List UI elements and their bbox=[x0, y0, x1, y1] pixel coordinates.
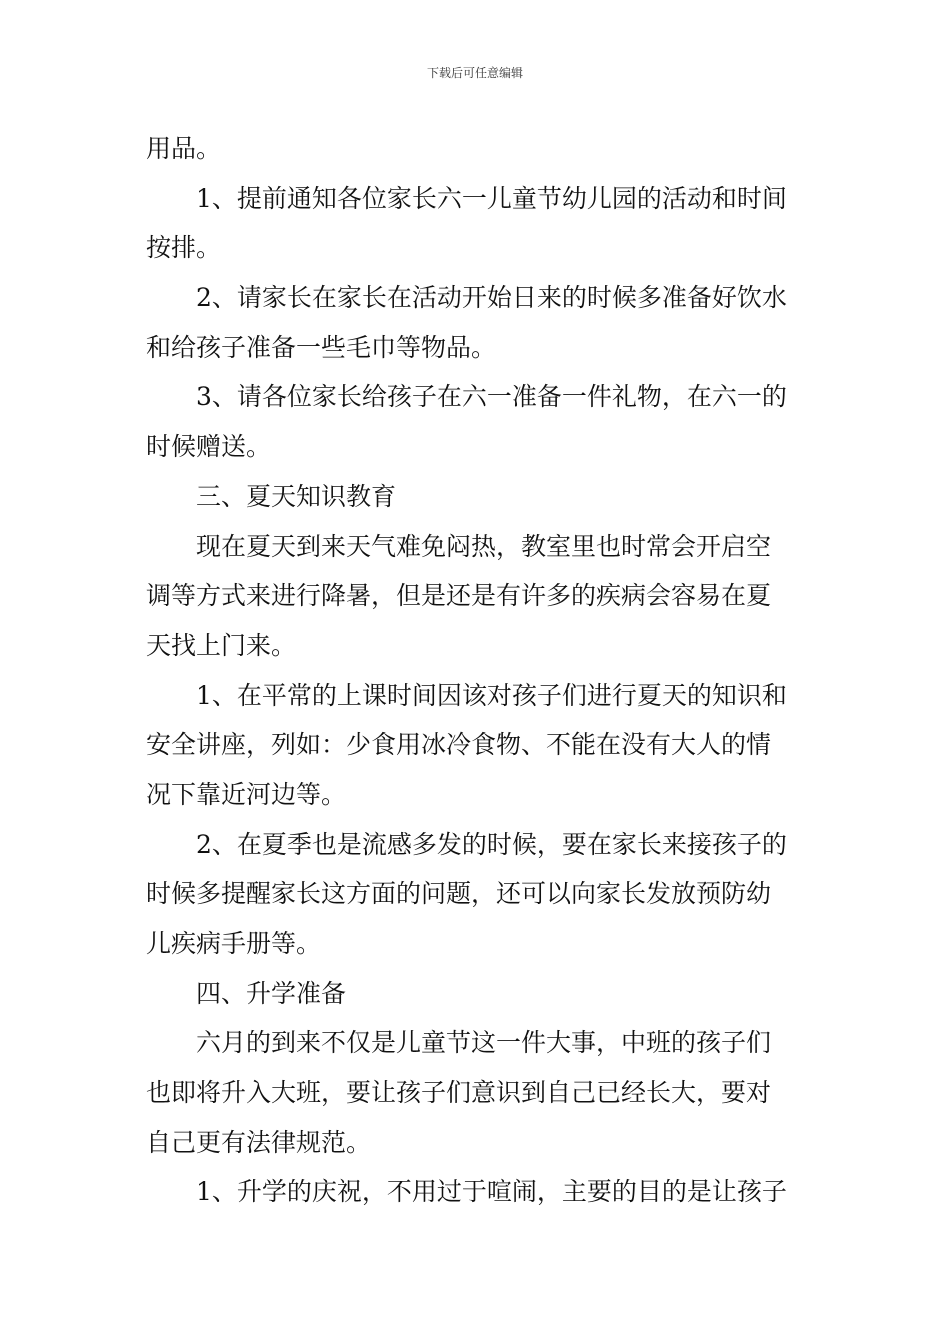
text-line: 调等方式来进行降暑，但是还是有许多的疾病会容易在夏 bbox=[146, 581, 772, 611]
text-line: 用品。 bbox=[146, 134, 222, 163]
text-line: 3、请各位家长给孩子在六一准备一件礼物，在六一的 bbox=[196, 382, 787, 412]
text-line: 天找上门来。 bbox=[146, 630, 297, 660]
text-line: 2、在夏季也是流感多发的时候，要在家长来接孩子的 bbox=[196, 829, 787, 859]
text-line: 按排。 bbox=[146, 233, 222, 263]
text-line: 现在夏天到来天气难免闷热，教室里也时常会开启空 bbox=[196, 531, 772, 561]
text-line: 1、在平常的上课时间因该对孩子们进行夏天的知识和 bbox=[196, 680, 787, 710]
section-heading: 四、升学准备 bbox=[196, 978, 347, 1008]
section-heading: 三、夏天知识教育 bbox=[196, 481, 397, 511]
text-line: 1、升学的庆祝，不用过于喧闹，主要的目的是让孩子 bbox=[196, 1177, 787, 1207]
text-line: 时候多提醒家长这方面的问题，还可以向家长发放预防幼 bbox=[146, 879, 772, 909]
text-line: 安全讲座，列如：少食用冰冷食物、不能在没有大人的情 bbox=[146, 730, 772, 760]
text-line: 1、提前通知各位家长六一儿童节幼儿园的活动和时间 bbox=[196, 183, 787, 213]
text-line: 2、请家长在家长在活动开始日来的时候多准备好饮水 bbox=[196, 283, 787, 313]
text-line: 自己更有法律规范。 bbox=[146, 1127, 372, 1157]
text-line: 儿疾病手册等。 bbox=[146, 929, 322, 958]
document-body bbox=[146, 124, 810, 1217]
text-line: 况下靠近河边等。 bbox=[146, 779, 347, 809]
text-line: 六月的到来不仅是儿童节这一件大事，中班的孩子们 bbox=[196, 1028, 772, 1058]
text-line: 也即将升入大班，要让孩子们意识到自己已经长大，要对 bbox=[146, 1078, 772, 1108]
text-line: 时候赠送。 bbox=[146, 432, 272, 462]
text-line: 和给孩子准备一些毛巾等物品。 bbox=[146, 332, 497, 362]
page-header: 下载后可任意编辑 bbox=[426, 66, 523, 80]
